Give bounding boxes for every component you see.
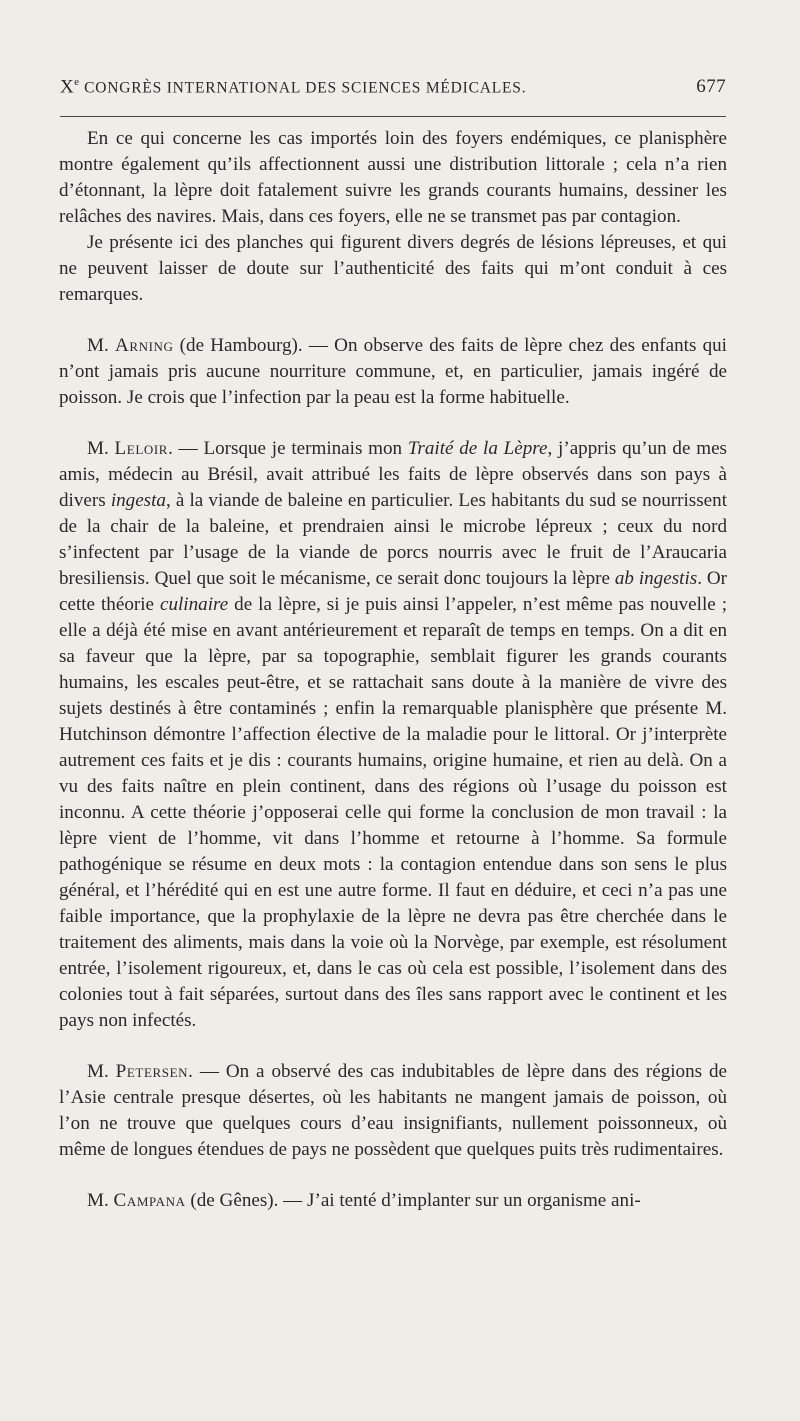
italic-term: ab ingestis <box>614 568 698 589</box>
speaker-name: Campana <box>113 1190 186 1211</box>
paragraph-arning: M. Arning (de Hambourg). — On observe des faits de lèpre chez des enfants qui n’ont jamais pris aucune nourriture commune, et, en particulier, jamais ingéré de poisson. Je crois que l’infection par la peau est la forme habituelle. <box>59 335 727 408</box>
speaker-name: Petersen <box>115 1061 189 1082</box>
ordinal-superscript: e <box>74 76 80 88</box>
speaker-name: Arning <box>114 335 174 356</box>
running-title: Xe CONGRÈS INTERNATIONAL DES SCIENCES MÉDICALES. <box>60 76 527 98</box>
page-number: 677 <box>696 76 726 98</box>
paragraph-2: Je présente ici des planches qui figurent divers degrés de lésions lépreuses, et qui ne peuvent laisser de doute sur l’authenticité des faits qui m’ont conduit à ces remarques. <box>59 232 727 305</box>
paragraph-1: En ce qui concerne les cas importés loin des foyers endémiques, ce planisphère montre également qu’ils affectionnent aussi une distribution littorale ; cela n’a rien d’étonnant, la lèpre doit fatalement suivre les grands courants humains, dessiner les relâches des navires. Mais, dans ces foyers, elle ne se transmet pas par contagion. <box>59 128 727 227</box>
speaker-name: Leloir <box>114 438 169 459</box>
paragraph-leloir: M. Leloir. — Lorsque je terminais mon Traité de la Lèpre, j’appris qu’un de mes amis, médecin au Brésil, avait attribué les faits de lèpre observés dans son pays à divers ingesta, à la viande de baleine en particulier. Les habitants du sud se nourrissent de la chair de la baleine, et prendraien ainsi le microbe lépreux ; ceux du nord s’infectent par l’usage de la viande de porcs nourris avec le fruit de l’Araucaria bresiliensis. Quel que soit le mécanisme, ce serait donc toujours la lèpre ab ingestis. Or cette théorie culinaire de la lèpre, si je puis ainsi l’appeler, n’est même pas nouvelle ; elle a déjà été mise en avant antérieurement et reparaît de temps en temps. On a dit en sa faveur que la lèpre, par sa topographie, semblait figurer les grands courants humains, les escales peut-être, et se rattachait sans doute à la manière de vivre des sujets destinés à être contaminés ; enfin la remarquable planisphère que présente M. Hutchinson démontre l’affection élective de la maladie pour le littoral. Or j’interprète autrement ces faits et je dis : courants humains, origine humaine, et rien au delà. On a vu des faits naître en plein continent, dans des régions où l’usage du poisson est inconnu. A cette théorie j’opposerai celle qui forme la conclusion de mon travail : la lèpre vient de l’homme, vit dans l’homme et retourne à l’homme. Sa formule pathogénique se résume en deux mots : la contagion entendue dans son sens le plus général, et l’hérédité qui en est une autre forme. Il faut en déduire, et ceci n’a pas une faible importance, que la prophylaxie de la lèpre ne devra pas être cherchée dans le traitement des aliments, mais dans la voie où la Norvège, par exemple, est résolument entrée, l’isolement rigoureux, et, dans le cas où cela est possible, l’isolement dans des colonies tout à fait séparées, surtout dans des îles sans rapport avec le continent et les pays non infectés. <box>59 438 728 1031</box>
body-text <box>59 126 727 1214</box>
paragraph-campana: M. Campana (de Gênes). — J’ai tenté d’implanter sur un organisme ani- <box>87 1190 641 1211</box>
italic-term: ingesta <box>110 490 166 511</box>
paragraph-petersen: M. Petersen. — On a observé des cas indubitables de lèpre dans des régions de l’Asie centrale presque désertes, où les habitants ne mangent jamais de poisson, où l’on ne trouve que quelques cours d’eau insignifiants, nullement poissonneux, où même de longues étendues de pays ne possèdent que quelques puits très rudimentaires. <box>59 1061 727 1160</box>
italic-term: culinaire <box>159 594 229 615</box>
italic-title: Traité de la Lèpre <box>407 438 548 459</box>
running-header <box>60 76 726 98</box>
header-rule <box>60 116 726 117</box>
